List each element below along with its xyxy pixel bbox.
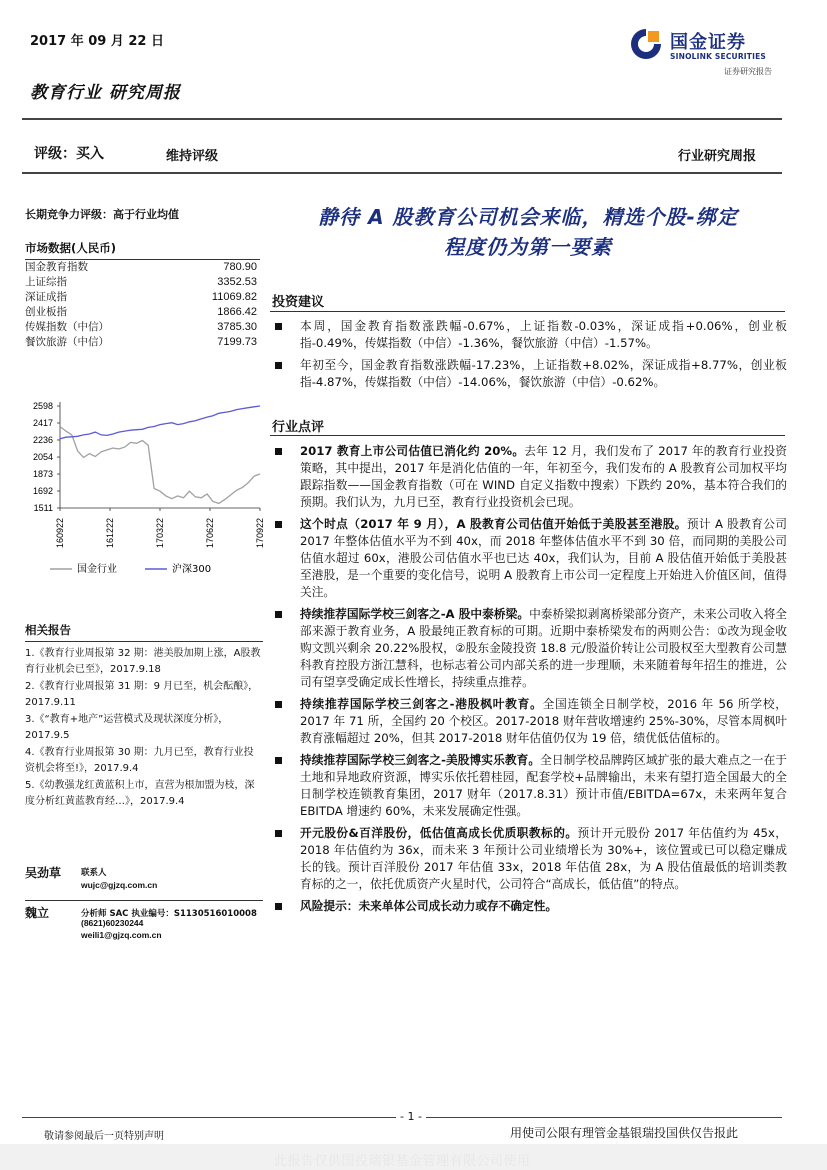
related-report-link[interactable]: 2.《教育行业周报第 31 期：9 月已至，机会酝酿》，2017.9.11 [25, 681, 259, 708]
sinolink-logo-icon [628, 26, 664, 62]
bullet-square-icon [275, 362, 282, 369]
market-data-heading: 市场数据(人民币) [25, 240, 260, 260]
bullet-square-icon [275, 323, 282, 330]
bullet-text: 预计开元股份 2017 年估值约为 45x，2018 年估值约为 36x，而未来 3 年预计公司业绩增长为 30%+，该位置或已可以稳定赚成长的钱。预计百洋股份 2017 年估值 33x，2018 年估值 28x，为 A 股估值最低的培训类教育标的之一，依托优质资产火星时代，公司符合“高成长，低估值”的特点。 [300, 826, 787, 891]
market-index-value: 3785.30 [217, 321, 257, 333]
bullet-text: 本周，国金教育指数涨跌幅-0.67%，上证指数-0.03%，深证成指+0.06%，创业板指-0.49%，传媒指数（中信）-1.36%，餐饮旅游（中信）-1.57%。 [300, 319, 787, 350]
rating-divider [22, 172, 782, 174]
market-index-name: 创业板指 [25, 306, 67, 318]
headline-line-2: 程度仍为第一要素 [444, 235, 612, 259]
analyst-name: 吴劲草 [25, 866, 62, 880]
review-bullet [272, 443, 787, 511]
market-index-name: 餐饮旅游（中信） [25, 336, 109, 348]
sidebar-market-section [25, 206, 260, 350]
market-row [25, 335, 260, 350]
review-bullet [272, 696, 787, 747]
x-tick-label: 161222 [105, 517, 115, 548]
report-type-label: 行业研究周报 [678, 149, 757, 164]
bullet-text: 全日制学校品牌跨区域扩张的最大难点之一在于土地和异地政府资源，博实乐依托碧桂园，配套学校+品牌输出，未来有望打造全国最大的全日制学校连锁教育集团，2017 财年（2017.8.31）预计市值/EBITDA=67x，未来两年复合 EBITDA 增速约 60%，未来发展确定性强。 [300, 753, 787, 818]
market-row [25, 290, 260, 305]
bullet-square-icon [275, 448, 282, 455]
analyst-email[interactable]: wujc@gjzq.com.cn [81, 880, 158, 890]
footer-disclaimer: 敬请参阅最后一页特别声明 [44, 1131, 164, 1142]
headline-line-1: 静待 A 股教育公司机会来临，精选个股-绑定 [318, 205, 738, 229]
bullet-lead: 2017 教育上市公司估值已消化约 20%。 [300, 444, 525, 458]
bullet-square-icon [275, 757, 282, 764]
series-line-0 [60, 427, 260, 504]
legend-label: 沪深300 [172, 564, 212, 575]
market-row [25, 260, 260, 275]
market-index-value: 11069.82 [211, 291, 257, 303]
x-tick-label: 170322 [155, 517, 165, 548]
industry-review-rule [270, 435, 785, 436]
report-category-title: 教育行业 研究周报 [30, 83, 181, 103]
invest-advice-rule [270, 311, 785, 312]
bullet-lead: 这个时点（2017 年 9 月），A 股教育公司估值开始低于美股甚至港股。 [300, 517, 687, 531]
market-index-value: 1866.42 [217, 306, 257, 318]
market-row [25, 320, 260, 335]
main-headline [268, 202, 788, 262]
bullet-lead: 持续推荐国际学校三剑客之-A 股中泰桥梁。 [300, 607, 530, 621]
invest-advice-heading: 投资建议 [272, 295, 325, 310]
market-index-value: 7199.73 [217, 336, 257, 348]
y-tick-label: 2054 [32, 452, 53, 463]
y-tick-label: 2417 [32, 417, 53, 428]
market-row [25, 305, 260, 320]
y-tick-label: 1511 [33, 503, 53, 513]
analyst-role: 联系人 [81, 868, 107, 878]
review-bullet [272, 825, 787, 893]
market-index-value: 780.90 [223, 261, 257, 273]
y-tick-label: 2236 [32, 434, 53, 445]
y-tick-label: 1692 [32, 486, 53, 497]
analyst-role: 分析师 SAC 执业编号：S1130516010008 [81, 909, 257, 919]
market-index-name: 传媒指数（中信） [25, 321, 109, 333]
page-number: - 1 - [396, 1110, 426, 1123]
bullet-text: 全国连锁全日制学校，2016 年 56 所学校，2017 年 71 所，全国约 20 个校区。2017-2018 财年营收增速约 25%-30%，尽管本周枫叶教育涨幅超过 20%，但其 2017-2018 财年估值仍仅为 19 倍，绩优低估值标的。 [300, 697, 787, 745]
header-divider [22, 118, 782, 120]
invest-bullet [272, 357, 787, 391]
y-tick-label: 1873 [32, 469, 53, 480]
market-index-value: 3352.53 [217, 276, 257, 288]
analyst-name: 魏立 [25, 906, 50, 920]
footer-usage-note: 用使司公限有理管金基银瑞投国供仅告报此 [510, 1126, 739, 1140]
review-bullet [272, 606, 787, 691]
series-line-1 [60, 406, 260, 439]
related-report-link[interactable]: 5.《幼教强龙红黄蓝积上市，直营为根加盟为枝，深度分析红黄蓝教育经…》，2017.9.4 [25, 780, 255, 807]
related-reports-list [25, 646, 263, 810]
bullet-lead: 风险提示：未来单体公司成长动力或存不确定性。 [300, 899, 558, 913]
review-bullet [272, 516, 787, 601]
chart-canvas [25, 392, 265, 582]
analyst-phone: (8621)60230244 [81, 918, 144, 928]
market-index-name: 国金教育指数 [25, 261, 88, 273]
related-report-link[interactable]: 3.《“教育+地产”运营模式及现状深度分析》，2017.9.5 [25, 714, 229, 741]
x-tick-label: 170922 [255, 517, 265, 548]
x-tick-label: 160922 [55, 517, 65, 548]
x-tick-label: 170622 [205, 517, 215, 548]
market-index-name: 深证成指 [25, 291, 67, 303]
bullet-text: 年初至今，国金教育指数涨跌幅-17.23%，上证指数+8.02%，深证成指+8.77%，创业板指-4.87%，传媒指数（中信）-14.06%，餐饮旅游（中信）-0.62%。 [300, 358, 787, 389]
y-tick-label: 2598 [32, 401, 53, 411]
index-performance-chart [25, 392, 265, 582]
bullet-square-icon [275, 830, 282, 837]
review-bullet [272, 898, 787, 915]
bullet-lead: 持续推荐国际学校三剑客之-美股博实乐教育。 [300, 753, 541, 767]
company-logo [628, 26, 798, 82]
bullet-square-icon [275, 903, 282, 910]
related-report-link[interactable]: 1.《教育行业周报第 32 期：港美股加期上涨，A股教育行业机会已至》，2017.9.18 [25, 648, 261, 675]
industry-review-heading: 行业点评 [272, 420, 325, 435]
invest-bullet [272, 318, 787, 352]
bullet-text: 预计 A 股教育公司 2017 年整体估值水平为不到 40x，而 2018 年整体估值水平不到 30 倍，而同期的美股公司估值水超过 60x，港股公司估值水平也已达 40x，我们认为，目前 A 股估值开始低于美股甚至港股，是一个重要的变化信号，说明 A 股教育上市公司一定程度上开始进入价值区间，值得关注。 [300, 517, 787, 599]
related-reports-heading: 相关报告 [25, 622, 263, 642]
related-reports-section [25, 622, 263, 810]
analyst-email[interactable]: weili1@gjzq.com.cn [81, 930, 162, 940]
analyst-block-2 [25, 904, 265, 954]
bullet-text: 去年 12 月，我们发布了 2017 年的教育行业投资策略，其中提出，2017 年是消化估值的一年，年初至今，我们发布的 A 股教育公司加权平均跟踪指数——国金教育指数（可在 WIND 自定义指数中搜索）下跌约 20%，基本符合我们的预期。我们认为，九月已至，教育行业投资机会已现。 [300, 444, 787, 509]
industry-review-list [272, 443, 787, 920]
bullet-square-icon [275, 701, 282, 708]
long-term-competitiveness: 长期竞争力评级：高于行业均值 [25, 208, 179, 221]
bullet-lead: 持续推荐国际学校三剑客之-港股枫叶教育。 [300, 697, 543, 711]
footer-watermark: 此报告仅供国投瑞银基金管理有限公司使用 [274, 1154, 531, 1169]
bullet-square-icon [275, 611, 282, 618]
market-index-name: 上证综指 [25, 276, 67, 288]
review-bullet [272, 752, 787, 820]
market-data-table [25, 260, 260, 350]
analyst-divider [25, 900, 263, 901]
bullet-text: 中泰桥梁拟剥离桥梁部分资产，未来公司收入将全部来源于教育业务，A 股最纯正教育标的可期。近期中泰桥梁发布的两则公告：①改为现金收购文凯兴剩余 20.22%股权，②股东金陵投资 18.8 元/股溢价转让公司股权至大型教育公司慧科教育控股方浙江慧科，也标志着公司内部关系的进一步理顺，未来随着每年招生的推进，公司有望享受确定成长性增长，持续重点推荐。 [300, 607, 787, 689]
logo-chinese-name: 国金证券 [670, 32, 746, 53]
legend-label: 国金行业 [77, 564, 117, 575]
rating-maintain: 维持评级 [166, 149, 219, 164]
bullet-square-icon [275, 521, 282, 528]
rating-label: 评级：买入 [34, 146, 104, 162]
market-row [25, 275, 260, 290]
bullet-lead: 开元股份&百洋股份，低估值高成长优质职教标的。 [300, 826, 578, 840]
logo-english-name: SINOLINK SECURITIES [670, 52, 767, 61]
invest-advice-list [272, 318, 787, 396]
logo-subtitle: 证券研究报告 [724, 67, 772, 76]
report-date: 2017 年 09 月 22 日 [30, 34, 164, 49]
related-report-link[interactable]: 4.《教育行业周报第 30 期：九月已至，教育行业投资机会将至!》，2017.9.4 [25, 747, 254, 774]
